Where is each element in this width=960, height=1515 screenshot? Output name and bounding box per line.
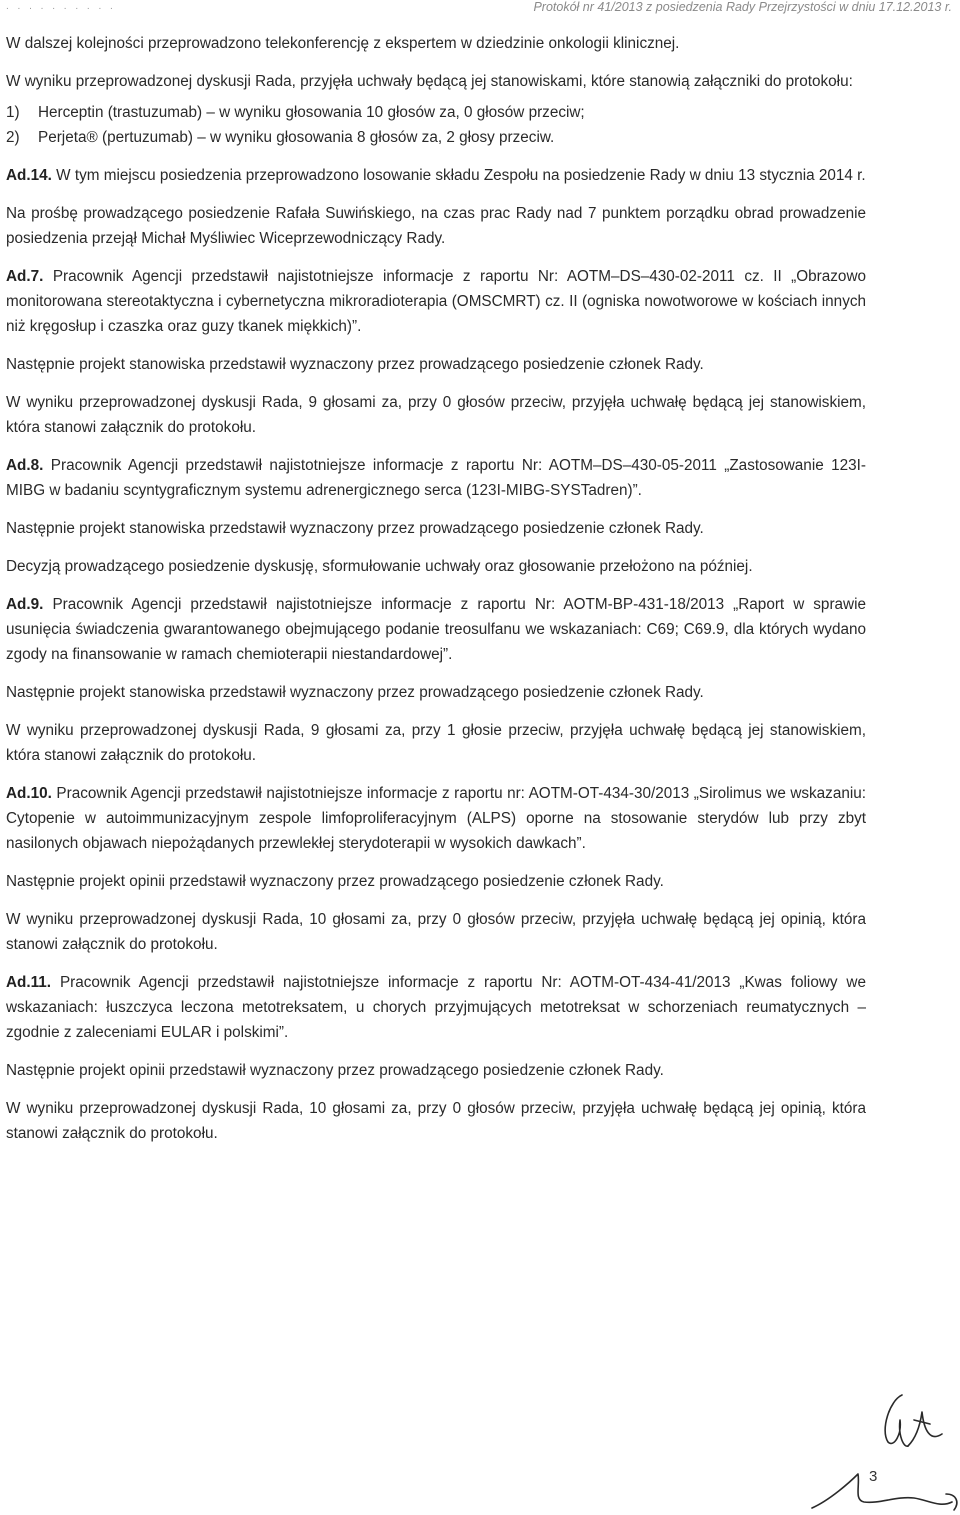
- header-dots: . . . . . . . . . .: [6, 1, 116, 12]
- agenda-item-14: Ad.14. W tym miejscu posiedzenia przeprowadzono losowanie składu Zespołu na posiedzenie Rady w dniu 13 stycznia 2014 r.: [6, 167, 866, 184]
- paragraph-vote-result: W wyniku przeprowadzonej dyskusji Rada, 9 głosami za, przy 1 głosie przeciw, przyjęła uchwałę będącą jej stanowiskiem, która stanowi załącznik do protokołu.: [6, 722, 866, 764]
- paragraph-draft-presented: Następnie projekt opinii przedstawił wyznaczony przez prowadzącego posiedzenie członek Rady.: [6, 873, 664, 890]
- paragraph-vote-result: W wyniku przeprowadzonej dyskusji Rada, 10 głosami za, przy 0 głosów przeciw, przyjęła uchwałę będącą jej opinią, która stanowi załącznik do protokołu.: [6, 911, 866, 953]
- paragraph-draft-presented: Następnie projekt stanowiska przedstawił wyznaczony przez prowadzącego posiedzenie członek Rady.: [6, 684, 704, 701]
- agenda-item-11: Ad.11. Pracownik Agencji przedstawił najistotniejsze informacje z raportu Nr: AOTM-OT-434-41/2013 „Kwas foliowy we wskazaniach: łuszczyca leczona metotreksatem, u chorych przyjmujących metotreksat w schorzeniach reumatycznych – zgodnie z zaleceniami EULAR i polskimi”.: [6, 974, 866, 1041]
- paragraph-resolutions-intro: W wyniku przeprowadzonej dyskusji Rada, przyjęła uchwały będącą jej stanowiskami, które stanowią załączniki do protokołu:: [6, 73, 853, 90]
- list-item: 2) Perjeta® (pertuzumab) – w wyniku głosowania 8 głosów za, 2 głosy przeciw.: [6, 129, 555, 146]
- agenda-item-7: Ad.7. Pracownik Agencji przedstawił najistotniejsze informacje z raportu Nr: AOTM–DS–430-02-2011 cz. II „Obrazowo monitorowana stereotaktyczna i cybernetyczna mikroradioterapia (OMSCMRT) cz. II (ogniska nowotworowe w kościach innych niż kręgosłup i czaszka oraz guzy tkanek miękkich)”.: [6, 268, 866, 335]
- paragraph-vote-result: W wyniku przeprowadzonej dyskusji Rada, 9 głosami za, przy 0 głosów przeciw, przyjęła uchwałę będącą jej stanowiskiem, która stanowi załącznik do protokołu.: [6, 394, 866, 436]
- agenda-item-10: Ad.10. Pracownik Agencji przedstawił najistotniejsze informacje z raportu nr: AOTM-OT-434-30/2013 „Sirolimus we wskazaniu: Cytopenie w autoimmunizacyjnym zespole limfoproliferacyjnym (ALPS) oporne na stosowanie sterydów lub przy zbyt nasilonych objawach niepożądanych przewlekłej sterydoterapii w wysokich dawkach”.: [6, 785, 866, 852]
- paragraph-draft-presented: Następnie projekt opinii przedstawił wyznaczony przez prowadzącego posiedzenie członek Rady.: [6, 1062, 664, 1079]
- paragraph-postponed: Decyzją prowadzącego posiedzenie dyskusję, sformułowanie uchwały oraz głosowanie przełożono na później.: [6, 558, 753, 575]
- resolutions-list: [6, 100, 866, 150]
- page-number: 3: [869, 1468, 878, 1485]
- paragraph-draft-presented: Następnie projekt stanowiska przedstawił wyznaczony przez prowadzącego posiedzenie członek Rady.: [6, 356, 704, 373]
- paragraph-draft-presented: Następnie projekt stanowiska przedstawił wyznaczony przez prowadzącego posiedzenie członek Rady.: [6, 520, 704, 537]
- protocol-reference: Protokół nr 41/2013 z posiedzenia Rady Przejrzystości w dniu 17.12.2013 r.: [533, 0, 952, 14]
- agenda-item-9: Ad.9. Pracownik Agencji przedstawił najistotniejsze informacje z raportu Nr: AOTM-BP-431-18/2013 „Raport w sprawie usunięcia świadczenia gwarantowanego obejmującego podanie treosulfanu we wskazaniach: C69; C69.9, dla których wydano zgody na finansowanie w ramach chemioterapii niestandardowej”.: [6, 596, 866, 663]
- handwritten-signature: [810, 1390, 960, 1515]
- paragraph-chair-handover: Na prośbę prowadzącego posiedzenie Rafała Suwińskiego, na czas prac Rady nad 7 punktem porządku obrad prowadzenie posiedzenia przejął Michał Myśliwiec Wiceprzewodniczący Rady.: [6, 205, 866, 247]
- paragraph-vote-result: W wyniku przeprowadzonej dyskusji Rada, 10 głosami za, przy 0 głosów przeciw, przyjęła uchwałę będącą jej opinią, która stanowi załącznik do protokołu.: [6, 1100, 866, 1142]
- agenda-item-8: Ad.8. Pracownik Agencji przedstawił najistotniejsze informacje z raportu Nr: AOTM–DS–430-05-2011 „Zastosowanie 123I-MIBG w badaniu scyntygraficznym systemu adrenergicznego serca (123I-MIBG-SYSTadren)”.: [6, 457, 866, 499]
- paragraph-teleconference: W dalszej kolejności przeprowadzono telekonferencję z ekspertem w dziedzinie onkologii klinicznej.: [6, 35, 680, 52]
- page-header: [0, 0, 960, 14]
- document-body: [6, 31, 866, 1159]
- list-item: 1) Herceptin (trastuzumab) – w wyniku głosowania 10 głosów za, 0 głosów przeciw;: [6, 104, 585, 121]
